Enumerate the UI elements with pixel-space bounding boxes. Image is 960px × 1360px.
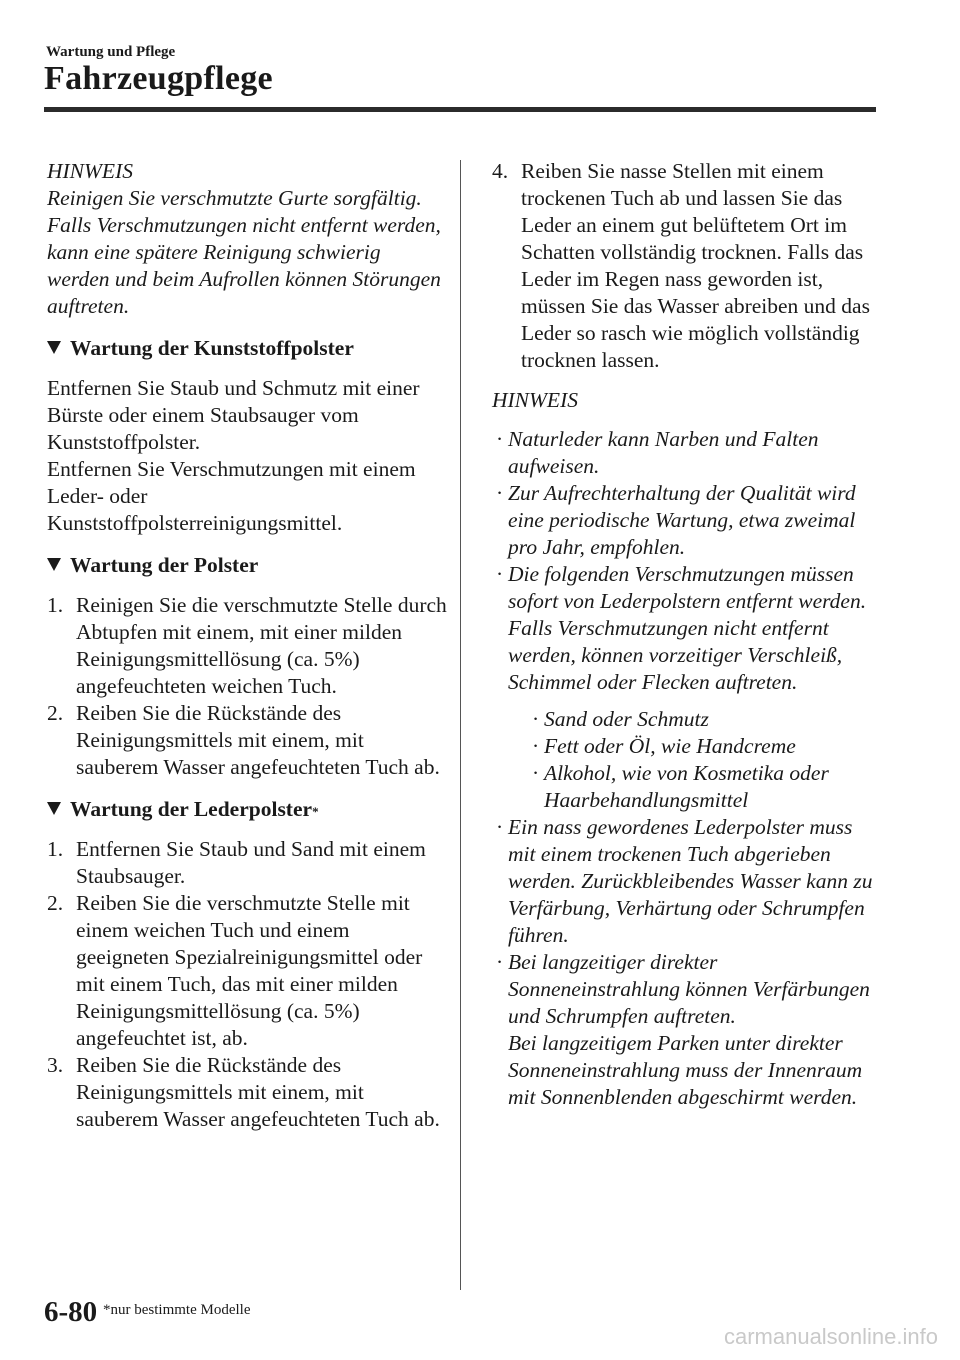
list-item — [47, 700, 447, 781]
right-column — [492, 158, 882, 1111]
step-number: 1. — [47, 837, 64, 861]
bullet-icon: · — [496, 427, 504, 451]
heading-text: Wartung der Lederpolster — [70, 797, 313, 821]
step-number: 4. — [492, 159, 509, 183]
steps-list — [47, 592, 447, 781]
bullet-text: Naturleder kann Narben und Falten aufweisen. — [508, 427, 819, 478]
bullet-text: Zur Aufrechterhaltung der Qualität wird eine periodische Wartung, etwa zweimal pro Jahr, empfohlen. — [508, 481, 856, 559]
bullet-extra-text: Bei langzeitigem Parken unter direkter Sonneneinstrahlung muss der Innenraum mit Sonnenblenden abgeschirmt werden. — [508, 1031, 863, 1109]
bullet-content — [508, 949, 882, 1111]
title-rule — [44, 107, 876, 112]
bullet-text: Bei langzeitiger direkter Sonneneinstrahlung können Verfärbungen und Schrumpfen auftreten. — [508, 950, 870, 1028]
step-text: Reinigen Sie die verschmutzte Stelle durch Abtupfen mit einem, mit einer milden Reinigungsmittellösung (ca. 5%) angefeuchteten weichen Tuch. — [76, 593, 447, 698]
heading-text: Wartung der Kunststoffpolster — [70, 336, 354, 360]
list-item — [47, 1052, 447, 1133]
steps-list — [47, 836, 447, 1133]
bullet-icon: · — [532, 734, 540, 758]
step-text: Reiben Sie die Rückstände des Reinigungsmittels mit einem, mit sauberem Wasser angefeuchteten Tuch ab. — [76, 1053, 440, 1131]
sub-bullet-text: Alkohol, wie von Kosmetika oder Haarbehandlungsmittel — [544, 761, 829, 812]
list-item — [492, 561, 882, 814]
bullet-icon: · — [496, 562, 504, 586]
list-item — [492, 158, 882, 374]
triangle-marker-icon — [47, 802, 61, 815]
list-item — [47, 836, 447, 890]
section-heading-kunststoff — [47, 335, 447, 362]
step-number: 2. — [47, 701, 64, 725]
left-column — [47, 158, 447, 1145]
list-item — [47, 890, 447, 1052]
paragraph: Entfernen Sie Staub und Schmutz mit einer Bürste oder einem Staubsauger vom Kunststoffpolster. — [47, 376, 420, 454]
column-divider — [460, 160, 461, 1290]
list-item — [492, 480, 882, 561]
footnote: *nur bestimmte Modelle — [103, 1302, 251, 1318]
bullet-extra-text: Falls Verschmutzungen nicht entfernt werden, können vorzeitiger Verschleiß, Schimmel oder Flecken auftreten. — [508, 616, 843, 694]
step-text: Reiben Sie die Rückstände des Reinigungsmittels mit einem, mit sauberem Wasser angefeuchteten Tuch ab. — [76, 701, 440, 779]
step-text: Entfernen Sie Staub und Sand mit einem Staubsauger. — [76, 837, 426, 888]
step-number: 1. — [47, 593, 64, 617]
bullet-icon: · — [532, 761, 540, 785]
section-heading-polster — [47, 552, 447, 579]
bullet-icon: · — [496, 815, 504, 839]
page-title: Fahrzeugpflege — [44, 60, 273, 97]
note-bullet-list — [492, 426, 882, 1111]
note-label: HINWEIS — [47, 159, 133, 183]
sub-bullet-list — [508, 706, 882, 814]
list-item — [492, 814, 882, 949]
step-number: 2. — [47, 891, 64, 915]
note-text: Reinigen Sie verschmutzte Gurte sorgfältig. Falls Verschmutzungen nicht entfernt werden, kann eine spätere Reinigung schwierig werden und beim Aufrollen können Störungen auftreten. — [47, 186, 441, 318]
list-item — [528, 760, 882, 814]
heading-text: Wartung der Polster — [70, 553, 259, 577]
step-text: Reiben Sie nasse Stellen mit einem trockenen Tuch ab und lassen Sie das Leder an einem gut belüftetem Ort im Schatten vollständig trocknen. Falls das Leder im Regen nass geworden ist, müssen Sie das Wasser abreiben und das Leder so rasch wie möglich vollständig trocknen lassen. — [521, 159, 870, 372]
page-number: 6-80 — [44, 1296, 98, 1328]
triangle-marker-icon — [47, 341, 61, 354]
list-item — [47, 592, 447, 700]
sub-bullet-text: Sand oder Schmutz — [544, 707, 709, 731]
note-label: HINWEIS — [492, 388, 578, 412]
bullet-text: Ein nass gewordenes Lederpolster muss mit einem trockenen Tuch abgerieben werden. Zurückbleibendes Wasser kann zu Verfärbung, Verhärtung oder Schrumpfen führen. — [508, 815, 873, 947]
paragraph: Entfernen Sie Verschmutzungen mit einem Leder- oder Kunststoffpolsterreinigungsmittel. — [47, 457, 416, 535]
list-item — [528, 706, 882, 733]
bullet-text: Die folgenden Verschmutzungen müssen sofort von Lederpolstern entfernt werden. — [508, 562, 867, 613]
breadcrumb: Wartung und Pflege — [46, 44, 176, 60]
list-item — [492, 426, 882, 480]
bullet-content — [508, 561, 882, 814]
watermark: carmanualsonline.info — [723, 1324, 938, 1349]
bullet-icon: · — [496, 481, 504, 505]
sub-bullet-text: Fett oder Öl, wie Handcreme — [544, 734, 796, 758]
step-text: Reiben Sie die verschmutzte Stelle mit einem weichen Tuch und einem geeigneten Spezialreinigungsmittel oder mit einem Tuch, das mit einer milden Reinigungsmittellösung (ca. 5%) angefeuchtet ist, ab. — [76, 891, 423, 1050]
step-number: 3. — [47, 1053, 64, 1077]
bullet-icon: · — [532, 707, 540, 731]
list-item — [492, 949, 882, 1111]
steps-list — [492, 158, 882, 374]
section-heading-leder: Wartung der Lederpolster * — [47, 796, 447, 823]
list-item — [528, 733, 882, 760]
bullet-icon: · — [496, 950, 504, 974]
triangle-marker-icon — [47, 558, 61, 571]
